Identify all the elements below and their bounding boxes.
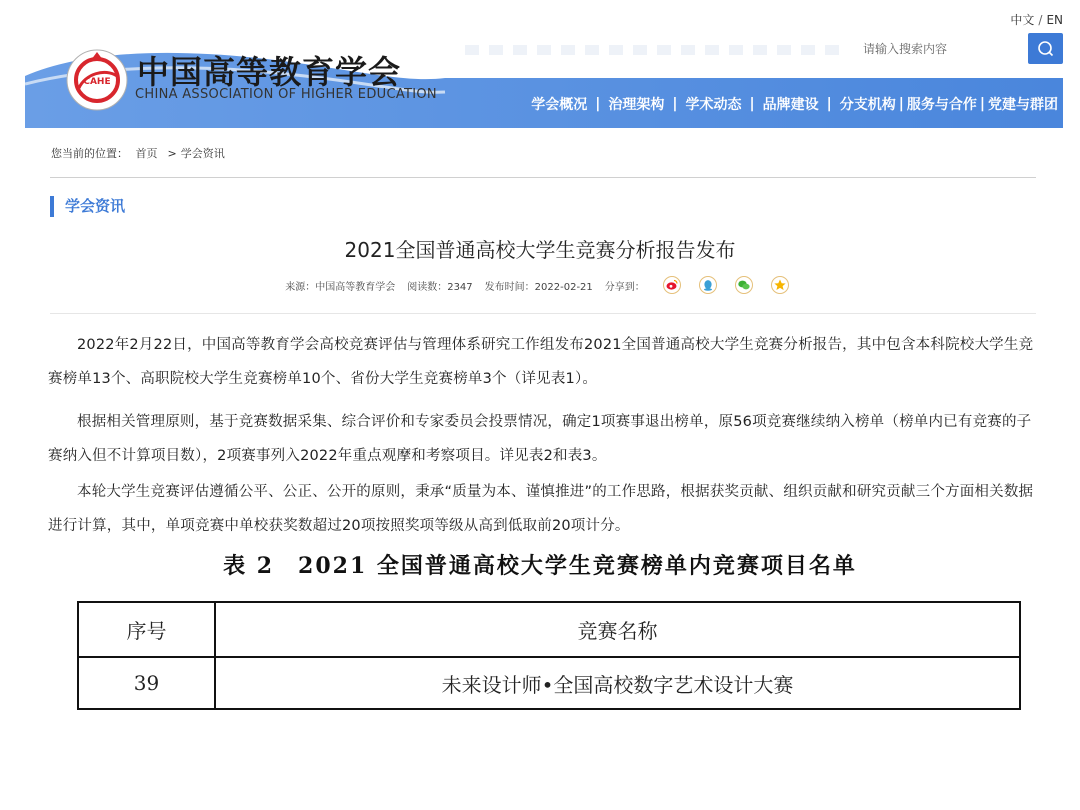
nav-item-branches[interactable]: 分支机构 [839,97,896,113]
article-source: 来源：中国高等教育学会 [285,281,396,293]
table-cell-name: 未来设计师•全国高校数字艺术设计大赛 [215,657,1020,709]
language-switcher [1010,11,1063,28]
breadcrumb-divider [50,177,1036,178]
site-logo-subtitle: CHINA ASSOCIATION OF HIGHER EDUCATION [135,87,437,102]
breadcrumb-prefix: 您当前的位置： [51,147,128,160]
qzone-icon[interactable] [771,276,789,294]
lang-en-link[interactable]: EN [1046,13,1063,27]
breadcrumb-arrow: > [167,147,177,160]
lang-zh-link[interactable]: 中文 [1010,13,1035,27]
cahe-logo-icon [65,48,129,112]
qq-icon[interactable] [699,276,717,294]
breadcrumb-current-link[interactable]: 学会资讯 [180,147,225,160]
nav-item-about[interactable]: 学会概况 [531,97,588,113]
table-header-cell: 序号 [78,602,215,657]
nav-separator: | [898,96,904,112]
search-box [857,33,1063,64]
emblem-text: CAHE [83,77,111,87]
nav-item-services[interactable]: 服务与合作 [906,97,977,113]
nav-item-governance[interactable]: 治理架构 [608,97,665,113]
article-title: 2021全国普通高校大学生竞赛分析报告发布 [344,238,736,262]
meta-divider [50,313,1036,314]
wechat-icon[interactable] [735,276,753,294]
table-cell-no: 39 [78,657,215,709]
search-button[interactable] [1028,33,1063,64]
section-title: 学会资讯 [50,196,125,217]
article-paragraph: 2022年2月22日，中国高等教育学会高校竞赛评估与管理体系研究工作组发布2021全国普通高校大学生竞赛分析报告，其中包含本科院校大学生竞赛榜单13个、高职院校大学生竞赛榜单10个、省份大学生竞赛榜单3个（详见表1）。 [48,337,1034,387]
breadcrumb [51,145,229,161]
article-date: 发布时间：2022-02-21 [484,281,593,293]
nav-item-academic[interactable]: 学术动态 [685,97,742,113]
table-header-row [78,602,1020,657]
table-header-cell: 竞赛名称 [215,602,1020,657]
share-label: 分享到： [604,281,645,293]
nav-separator: | [749,96,755,112]
share-icons [657,276,795,294]
main-nav [531,91,1058,117]
nav-separator: | [595,96,601,112]
nav-separator: | [672,96,678,112]
weibo-icon[interactable] [663,276,681,294]
site-header [25,28,1063,128]
search-input[interactable] [857,33,1027,64]
nav-separator: | [979,96,985,112]
nav-item-party[interactable]: 党建与群团 [988,97,1058,113]
nav-item-brand[interactable]: 品牌建设 [762,97,819,113]
article-meta [0,276,1080,294]
nav-separator: | [826,96,832,112]
competition-table [77,601,1021,710]
article-paragraph: 根据相关管理原则，基于竞赛数据采集、综合评价和专家委员会投票情况，确定1项赛事退出榜单，原56项竞赛继续纳入榜单（榜单内已有竞赛的子赛纳入但不计算项目数），2项赛事列入2022年重点观摩和考察项目。详见表2和表3。 [48,414,1032,464]
lang-separator: / [1038,13,1043,27]
search-icon [1028,33,1063,64]
article-views: 阅读数：2347 [407,281,473,293]
breadcrumb-home-link[interactable]: 首页 [135,147,158,160]
article-paragraph: 本轮大学生竞赛评估遵循公平、公正、公开的原则，秉承“质量为本、谨慎推进”的工作思路，根据获奖贡献、组织贡献和研究贡献三个方面相关数据进行计算，其中，单项竞赛中单校获奖数超过20项按照奖项等级从高到低取前20项计分。 [48,484,1034,534]
site-logo-title[interactable]: 中国高等教育学会 [137,53,402,91]
table-row [78,657,1020,709]
table-caption: 表 2 2021 全国普通高校大学生竞赛榜单内竞赛项目名单 [223,553,857,579]
